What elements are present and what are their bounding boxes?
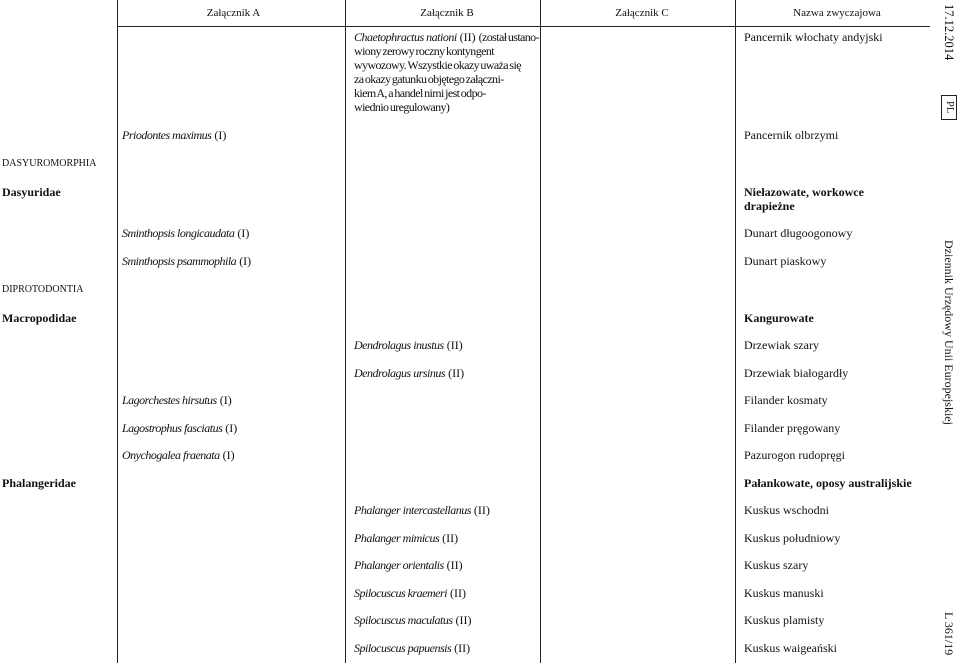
annex-a-cell bbox=[117, 281, 345, 297]
annex-c-cell bbox=[540, 558, 735, 572]
family-label: Dasyuridae bbox=[2, 184, 61, 199]
table-row bbox=[0, 366, 930, 394]
annex-label: (II) bbox=[446, 338, 463, 352]
common-name-cell bbox=[735, 311, 930, 325]
header-rule bbox=[117, 26, 930, 27]
annex-c-cell bbox=[540, 393, 735, 407]
annex-label: (I) bbox=[219, 393, 232, 407]
annex-b-cell bbox=[345, 254, 540, 268]
annex-label: (II) bbox=[448, 365, 465, 380]
table-row bbox=[0, 281, 930, 311]
annex-b-cell bbox=[345, 531, 540, 545]
annex-c-cell bbox=[540, 448, 735, 462]
table-row bbox=[0, 421, 930, 449]
column-header-annex-a: Załącznik A bbox=[206, 7, 261, 19]
taxon-cell bbox=[0, 476, 117, 490]
annex-a-cell bbox=[117, 30, 345, 114]
annex-b-cell bbox=[345, 155, 540, 171]
table-row bbox=[0, 338, 930, 366]
annex-note-line: wiony zerowy roczny kontyngent bbox=[354, 44, 494, 58]
annex-note-line: wywozowy. Wszystkie okazy uważa się bbox=[354, 58, 521, 72]
annex-b-cell bbox=[345, 558, 540, 572]
species-name: Sminthopsis longicaudata bbox=[122, 226, 235, 240]
annex-label: (II) bbox=[455, 613, 472, 627]
annex-label: (II) bbox=[449, 585, 466, 600]
taxon-cell bbox=[0, 613, 117, 627]
taxon-cell bbox=[0, 531, 117, 545]
common-name-cell bbox=[735, 421, 930, 435]
annex-a-cell bbox=[117, 448, 345, 462]
annex-b-cell bbox=[345, 448, 540, 462]
taxon-cell bbox=[0, 366, 117, 380]
common-name: Dunart piaskowy bbox=[744, 253, 827, 268]
annex-c-cell bbox=[540, 128, 735, 142]
annex-a-cell bbox=[117, 586, 345, 600]
order-label: DASYUROMORPHIA bbox=[2, 158, 97, 169]
common-name: Kuskus szary bbox=[744, 558, 809, 572]
table-row bbox=[0, 30, 930, 128]
table-row bbox=[0, 311, 930, 339]
taxon-cell bbox=[0, 586, 117, 600]
annex-c-cell bbox=[540, 641, 735, 655]
annex-b-cell bbox=[345, 30, 540, 114]
annex-a-cell bbox=[117, 558, 345, 572]
species-name: Spilocuscus maculatus bbox=[354, 613, 453, 627]
annex-label: (II) bbox=[459, 30, 476, 44]
species-name: Dendrolagus inustus bbox=[354, 338, 444, 352]
annex-b-cell bbox=[345, 311, 540, 325]
annex-b-cell bbox=[345, 281, 540, 297]
common-name: Filander pręgowany bbox=[744, 420, 841, 435]
annex-note-line: wiednio uregulowany) bbox=[354, 100, 450, 114]
annex-c-cell bbox=[540, 503, 735, 517]
table-row bbox=[0, 558, 930, 586]
annex-a-cell bbox=[117, 531, 345, 545]
common-name: Pancernik olbrzymi bbox=[744, 127, 839, 142]
annex-b-cell bbox=[345, 613, 540, 627]
species-name: Phalanger intercastellanus bbox=[354, 503, 471, 517]
annex-a-cell bbox=[117, 254, 345, 268]
annex-a-cell bbox=[117, 155, 345, 171]
table-row bbox=[0, 531, 930, 559]
species-name: Priodontes maximus bbox=[122, 127, 212, 142]
species-name: Spilocuscus papuensis bbox=[354, 640, 452, 655]
order-label: DIPROTODONTIA bbox=[2, 284, 84, 295]
annex-a-cell bbox=[117, 338, 345, 352]
annex-a-cell bbox=[117, 476, 345, 490]
annex-c-cell bbox=[540, 226, 735, 240]
common-name: Pancernik włochaty andyjski bbox=[744, 30, 883, 44]
taxon-cell bbox=[0, 311, 117, 325]
annex-b-cell bbox=[345, 185, 540, 213]
common-name-cell bbox=[735, 155, 930, 171]
common-name-cell bbox=[735, 586, 930, 600]
annex-label: (II) bbox=[446, 558, 463, 572]
taxon-cell bbox=[0, 503, 117, 517]
annex-a-cell bbox=[117, 128, 345, 142]
annex-c-cell bbox=[540, 338, 735, 352]
annex-c-cell bbox=[540, 421, 735, 435]
annex-c-cell bbox=[540, 586, 735, 600]
column-header-common-name: Nazwa zwyczajowa bbox=[793, 7, 881, 19]
table-row bbox=[0, 185, 930, 227]
annex-c-cell bbox=[540, 613, 735, 627]
common-name: Dunart długoogonowy bbox=[744, 226, 853, 240]
taxon-cell bbox=[0, 128, 117, 142]
annex-label: (II) bbox=[473, 503, 490, 517]
taxon-cell bbox=[0, 448, 117, 462]
annex-a-cell bbox=[117, 226, 345, 240]
species-name: Chaetophractus nationi bbox=[354, 30, 457, 44]
family-common-name: Niełazowate, workowce drapieżne bbox=[744, 184, 864, 213]
page-reference: L 361/19 bbox=[942, 612, 956, 656]
annex-label: (I) bbox=[214, 127, 227, 142]
common-name-cell bbox=[735, 281, 930, 297]
column-header-annex-b: Załącznik B bbox=[420, 7, 474, 19]
annex-a-cell bbox=[117, 311, 345, 325]
common-name-cell bbox=[735, 30, 930, 114]
annex-c-cell bbox=[540, 311, 735, 325]
species-name: Phalanger orientalis bbox=[354, 558, 444, 572]
annex-a-cell bbox=[117, 613, 345, 627]
table-row bbox=[0, 503, 930, 531]
annex-c-cell bbox=[540, 281, 735, 297]
common-name: Pazurogon rudopręgi bbox=[744, 448, 845, 462]
common-name: Kuskus manuski bbox=[744, 585, 824, 600]
table-row bbox=[0, 226, 930, 254]
annex-label: (II) bbox=[442, 530, 459, 545]
family-common-name: Kangurowate bbox=[744, 310, 814, 325]
annex-a-cell bbox=[117, 421, 345, 435]
taxon-cell bbox=[0, 30, 117, 114]
species-name: Lagostrophus fasciatus bbox=[122, 420, 223, 435]
common-name-cell bbox=[735, 366, 930, 380]
common-name: Kuskus południowy bbox=[744, 530, 841, 545]
annex-c-cell bbox=[540, 185, 735, 213]
common-name-cell bbox=[735, 338, 930, 352]
column-header-annex-c: Załącznik C bbox=[615, 7, 669, 19]
annex-note-line: kiem A, a handel nimi jest odpo- bbox=[354, 86, 486, 100]
annex-b-cell bbox=[345, 476, 540, 490]
table-row bbox=[0, 128, 930, 156]
table-row bbox=[0, 586, 930, 614]
species-name: Onychogalea fraenata bbox=[122, 448, 220, 462]
common-name: Kuskus waigeański bbox=[744, 640, 837, 655]
common-name-cell bbox=[735, 226, 930, 240]
annex-b-cell bbox=[345, 366, 540, 380]
annex-b-cell bbox=[345, 586, 540, 600]
common-name-cell bbox=[735, 254, 930, 268]
common-name-cell bbox=[735, 448, 930, 462]
annex-c-cell bbox=[540, 476, 735, 490]
species-name: Lagorchestes hirsutus bbox=[122, 393, 217, 407]
family-label: Phalangeridae bbox=[2, 475, 76, 490]
common-name-cell bbox=[735, 558, 930, 572]
common-name: Filander kosmaty bbox=[744, 393, 828, 407]
annex-a-cell bbox=[117, 503, 345, 517]
language-badge: PL bbox=[941, 95, 957, 120]
common-name-cell bbox=[735, 185, 930, 213]
annex-c-cell bbox=[540, 254, 735, 268]
annex-a-cell bbox=[117, 641, 345, 655]
publication-date: 17.12.2014 bbox=[942, 4, 956, 61]
family-common-name: Pałankowate, oposy australijskie bbox=[744, 475, 912, 490]
common-name: Drzewiak szary bbox=[744, 338, 819, 352]
table-row bbox=[0, 155, 930, 185]
annex-b-cell bbox=[345, 421, 540, 435]
taxon-cell bbox=[0, 226, 117, 240]
annex-b-cell bbox=[345, 338, 540, 352]
common-name: Drzewiak białogardły bbox=[744, 365, 849, 380]
annex-label: (I) bbox=[239, 253, 252, 268]
annex-b-cell bbox=[345, 128, 540, 142]
column-header-taxon bbox=[0, 6, 117, 26]
taxon-cell bbox=[0, 421, 117, 435]
common-name-cell bbox=[735, 476, 930, 490]
taxon-cell bbox=[0, 155, 117, 171]
table-row bbox=[0, 641, 930, 663]
annex-b-cell bbox=[345, 503, 540, 517]
annex-label: (I) bbox=[222, 448, 235, 462]
table-row bbox=[0, 254, 930, 282]
annex-label: (II) bbox=[454, 640, 471, 655]
table-row bbox=[0, 448, 930, 476]
common-name-cell bbox=[735, 503, 930, 517]
annex-c-cell bbox=[540, 531, 735, 545]
table-body bbox=[0, 30, 930, 663]
annex-note-line: za okazy gatunku objętego załączni- bbox=[354, 72, 504, 86]
table-row bbox=[0, 476, 930, 504]
taxon-cell bbox=[0, 641, 117, 655]
species-name: Sminthopsis psammophila bbox=[122, 253, 237, 268]
annex-b-cell bbox=[345, 393, 540, 407]
table-row bbox=[0, 613, 930, 641]
common-name-cell bbox=[735, 641, 930, 655]
taxon-cell bbox=[0, 338, 117, 352]
annex-note-line: (został ustano- bbox=[478, 30, 539, 44]
common-name-cell bbox=[735, 128, 930, 142]
common-name: Kuskus plamisty bbox=[744, 613, 825, 627]
annex-label: (I) bbox=[225, 420, 238, 435]
species-name: Spilocuscus kraemeri bbox=[354, 585, 447, 600]
family-label: Macropodidae bbox=[2, 310, 77, 325]
common-name-cell bbox=[735, 393, 930, 407]
page-margin-header bbox=[938, 0, 960, 663]
annex-label: (I) bbox=[237, 226, 250, 240]
annex-b-cell bbox=[345, 641, 540, 655]
annex-b-cell bbox=[345, 226, 540, 240]
journal-title: Dziennik Urzędowy Unii Europejskiej bbox=[942, 240, 956, 425]
common-name: Kuskus wschodni bbox=[744, 503, 830, 517]
taxon-cell bbox=[0, 281, 117, 297]
table-header bbox=[0, 0, 930, 26]
annex-a-cell bbox=[117, 366, 345, 380]
common-name-cell bbox=[735, 531, 930, 545]
annex-a-cell bbox=[117, 393, 345, 407]
species-name: Dendrolagus ursinus bbox=[354, 365, 446, 380]
taxon-cell bbox=[0, 185, 117, 213]
species-name: Phalanger mimicus bbox=[354, 530, 440, 545]
annex-a-cell bbox=[117, 185, 345, 213]
table-row bbox=[0, 393, 930, 421]
taxon-cell bbox=[0, 254, 117, 268]
taxon-cell bbox=[0, 558, 117, 572]
common-name-cell bbox=[735, 613, 930, 627]
annex-c-cell bbox=[540, 30, 735, 114]
taxon-cell bbox=[0, 393, 117, 407]
annex-c-cell bbox=[540, 155, 735, 171]
annex-c-cell bbox=[540, 366, 735, 380]
